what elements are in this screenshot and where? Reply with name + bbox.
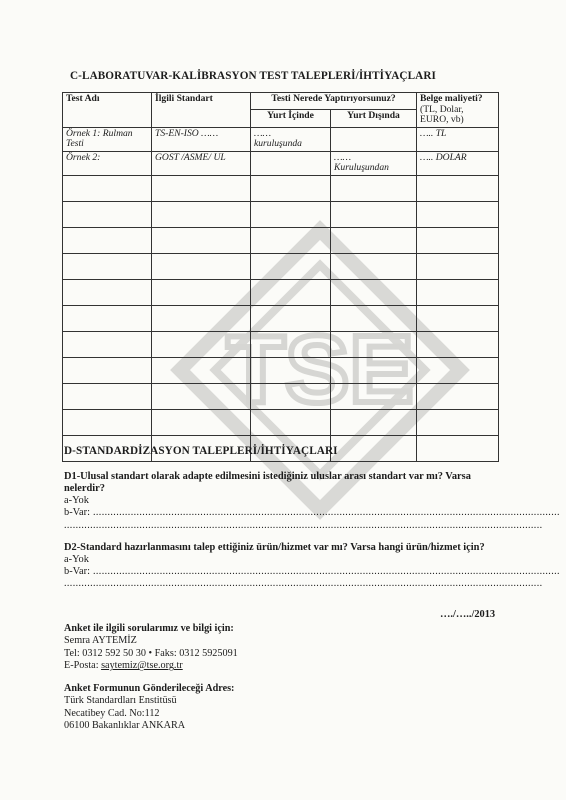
empty-cell[interactable]: [417, 331, 499, 357]
lab-test-table: [62, 92, 499, 462]
empty-cell[interactable]: [331, 331, 417, 357]
svg-text:TSE: TSE: [226, 316, 414, 423]
empty-cell[interactable]: [63, 227, 152, 253]
address-heading: Anket Formunun Gönderileceği Adres:: [64, 683, 235, 694]
empty-cell[interactable]: [251, 331, 331, 357]
contact-block: [64, 623, 238, 673]
table-row: [63, 409, 499, 435]
empty-cell[interactable]: [63, 279, 152, 305]
empty-cell[interactable]: [152, 253, 251, 279]
empty-cell[interactable]: [331, 383, 417, 409]
table-row: [63, 279, 499, 305]
empty-cell[interactable]: [63, 201, 152, 227]
address-block: [64, 683, 234, 733]
empty-cell[interactable]: [331, 409, 417, 435]
d1-question: D1-Ulusal standart olarak adapte edilmesini istediğiniz uluslar arası standart var mı? Varsa nelerdir?: [64, 471, 471, 494]
date-field[interactable]: …./…../2013: [440, 609, 496, 620]
table-row: [63, 201, 499, 227]
header-yurt-disi: Yurt Dışında: [331, 110, 417, 127]
table-row: [63, 127, 499, 151]
d1-option-a[interactable]: a-Yok: [64, 495, 89, 506]
empty-cell[interactable]: [331, 357, 417, 383]
d2-option-a[interactable]: a-Yok: [64, 554, 89, 565]
table-row: [63, 253, 499, 279]
cell-test[interactable]: Örnek 2:: [63, 151, 152, 175]
table-row: [63, 331, 499, 357]
empty-cell[interactable]: [417, 357, 499, 383]
empty-cell[interactable]: [251, 201, 331, 227]
table-row: [63, 175, 499, 201]
table-row: [63, 383, 499, 409]
empty-cell[interactable]: [63, 305, 152, 331]
empty-cell[interactable]: [251, 279, 331, 305]
empty-cell[interactable]: [152, 331, 251, 357]
section-d-title: D-STANDARDİZASYON TALEPLERİ/İHTİYAÇLARI: [64, 445, 338, 457]
empty-cell[interactable]: [251, 357, 331, 383]
empty-cell[interactable]: [331, 201, 417, 227]
empty-cell[interactable]: [331, 305, 417, 331]
cell-standart[interactable]: TS-EN-ISO ……: [152, 127, 251, 151]
empty-cell[interactable]: [63, 253, 152, 279]
empty-cell[interactable]: [251, 253, 331, 279]
empty-cell[interactable]: [417, 435, 499, 461]
empty-cell[interactable]: [152, 305, 251, 331]
cell-yurt-ici[interactable]: [251, 151, 331, 175]
empty-cell[interactable]: [251, 175, 331, 201]
empty-cell[interactable]: [417, 227, 499, 253]
contact-email-label: E-Posta:: [64, 660, 99, 672]
d1-answer-line-1[interactable]: .................................................................................................................................................................: [93, 507, 560, 518]
empty-cell[interactable]: [417, 175, 499, 201]
empty-cell[interactable]: [63, 383, 152, 409]
table-row: [63, 305, 499, 331]
table-row: [63, 151, 499, 175]
address-line-1: Türk Standardları Enstitüsü: [64, 695, 177, 707]
empty-cell[interactable]: [417, 409, 499, 435]
empty-cell[interactable]: [251, 383, 331, 409]
empty-cell[interactable]: [417, 383, 499, 409]
cell-maliyet[interactable]: ….. DOLAR: [417, 151, 499, 175]
empty-cell[interactable]: [152, 175, 251, 201]
address-line-2: Necatibey Cad. No:112: [64, 707, 160, 719]
d2-option-b[interactable]: b-Var:: [64, 566, 90, 577]
empty-cell[interactable]: [417, 305, 499, 331]
empty-cell[interactable]: [63, 357, 152, 383]
empty-cell[interactable]: [63, 409, 152, 435]
header-ilgili-standart: İlgili Standart: [152, 93, 251, 128]
empty-cell[interactable]: [331, 227, 417, 253]
cell-yurt-disi[interactable]: [331, 127, 417, 151]
empty-cell[interactable]: [331, 435, 417, 461]
d1-option-b[interactable]: b-Var:: [64, 507, 90, 518]
empty-cell[interactable]: [331, 279, 417, 305]
d2-question: D2-Standard hazırlanmasını talep ettiğiniz ürün/hizmet var mı? Varsa hangi ürün/hizmet için?: [64, 542, 485, 553]
empty-cell[interactable]: [331, 175, 417, 201]
empty-cell[interactable]: [331, 253, 417, 279]
header-yurt-ici: Yurt İçinde: [251, 110, 331, 127]
header-maliyet: Belge maliyeti? (TL, Dolar, EURO, vb): [417, 93, 499, 128]
contact-email-link[interactable]: saytemiz@tse.org.tr: [101, 660, 183, 672]
contact-phone: Tel: 0312 592 50 30 • Faks: 0312 5925091: [64, 647, 238, 659]
contact-heading: Anket ile ilgili sorularımız ve bilgi için:: [64, 623, 234, 634]
table-row: [63, 227, 499, 253]
cell-yurt-ici[interactable]: …… kuruluşunda: [251, 127, 331, 151]
empty-cell[interactable]: [152, 409, 251, 435]
empty-cell[interactable]: [152, 383, 251, 409]
header-test-adi: Test Adı: [63, 93, 152, 128]
empty-cell[interactable]: [152, 279, 251, 305]
contact-name: Semra AYTEMİZ: [64, 635, 137, 647]
cell-standart[interactable]: GOST /ASME/ UL: [152, 151, 251, 175]
empty-cell[interactable]: [251, 305, 331, 331]
section-c-title: C-LABORATUVAR-KALİBRASYON TEST TALEPLERİ/İHTİYAÇLARI: [70, 70, 436, 82]
header-nerede: Testi Nerede Yaptırıyorsunuz?: [251, 93, 417, 110]
cell-maliyet[interactable]: ….. TL: [417, 127, 499, 151]
empty-cell[interactable]: [251, 409, 331, 435]
cell-yurt-disi[interactable]: …… Kuruluşundan: [331, 151, 417, 175]
empty-cell[interactable]: [63, 331, 152, 357]
empty-cell[interactable]: [152, 227, 251, 253]
empty-cell[interactable]: [152, 357, 251, 383]
table-row: [63, 357, 499, 383]
empty-cell[interactable]: [63, 175, 152, 201]
d2-answer-line-2[interactable]: .....................................................................................................................................................................: [64, 578, 543, 589]
d1-answer-line-2[interactable]: .....................................................................................................................................................................: [64, 520, 543, 531]
empty-cell[interactable]: [417, 279, 499, 305]
address-line-3: 06100 Bakanlıklar ANKARA: [64, 720, 186, 732]
empty-cell[interactable]: [417, 253, 499, 279]
empty-cell[interactable]: [417, 201, 499, 227]
empty-cell[interactable]: [251, 227, 331, 253]
cell-test[interactable]: Örnek 1: Rulman Testi: [63, 127, 152, 151]
d2-answer-line-1[interactable]: .................................................................................................................................................................: [93, 566, 560, 577]
empty-cell[interactable]: [152, 201, 251, 227]
